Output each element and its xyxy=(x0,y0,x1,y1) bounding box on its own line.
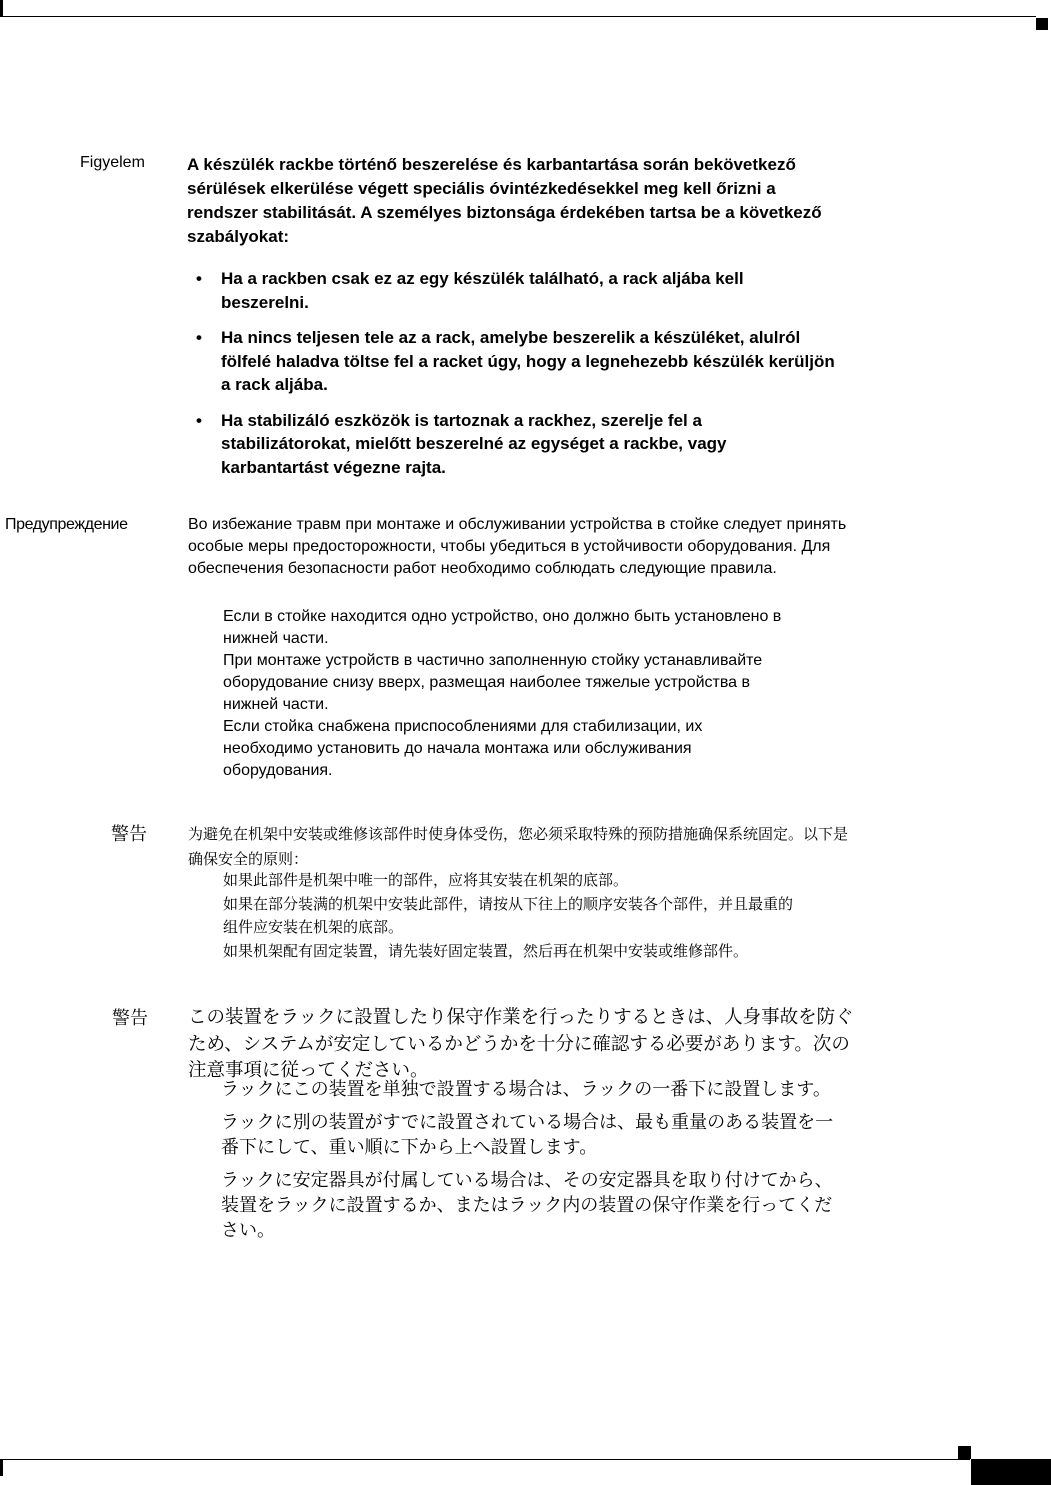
list-item: ラックに別の装置がすでに設置されている場合は、最も重量のある装置を一番下にして、重い順に下から上へ設置します。 xyxy=(221,1112,834,1157)
list-item: Если в стойке находится одно устройство, оно должно быть установлено в нижней части. xyxy=(223,608,782,647)
warning-intro-hungarian: A készülék rackbe történő beszerelése és karbantartása során bekövetkező sérülések elkerülése végett speciális óvintézkedésekkel meg kell őrizni a rendszer stabilitását. A személyes biztonsága érdekében tartsa be a következő szabályokat: xyxy=(187,155,822,246)
list-item: 如果此部件是机架中唯一的部件，应将其安装在机架的底部。 xyxy=(223,872,629,889)
list-item: При монтаже устройств в частично заполненную стойку устанавливайте оборудование снизу вверх, размещая наиболее тяжелые устройства в нижней части. xyxy=(223,652,763,713)
list-item: 如果机架配有固定装置，请先装好固定装置，然后再在机架中安装或维修部件。 xyxy=(223,942,749,960)
warning-list-chinese xyxy=(223,869,803,963)
warning-label-russian: Предупреждение xyxy=(5,516,128,533)
list-item xyxy=(196,326,836,397)
warning-list-hungarian xyxy=(196,267,836,491)
list-item: ラックに安定器具が付属している場合は、その安定器具を取り付けてから、装置をラックに設置するか、またはラック内の装置の保守作業を行ってください。 xyxy=(221,1170,833,1240)
warning-list-japanese xyxy=(221,1077,836,1251)
warning-intro-russian: Во избежание травм при монтаже и обслуживании устройства в стойке следует принять особые меры предосторожности, чтобы убедиться в устойчивости оборудования. Для обеспечения безопасности работ необходимо соблюдать следующие правила. xyxy=(188,516,847,577)
list-item: ラックにこの装置を単独で設置する場合は、ラックの一番下に設置します。 xyxy=(221,1079,831,1099)
bullet-icon: • xyxy=(196,269,202,288)
warning-intro-chinese: 为避免在机架中安装或维修该部件时使身体受伤，您必须采取特殊的预防措施确保系统固定。以下是确保安全的原则： xyxy=(188,826,849,868)
warning-intro-japanese: この装置をラックに設置したり保守作業を行ったりするときは、人身事故を防ぐため、システムが安定しているかどうかを十分に確認する必要があります。次の注意事項に従ってください。 xyxy=(188,1006,854,1080)
list-item-text: Ha nincs teljesen tele az a rack, amelybe beszerelik a készüléket, alulról fölfelé haladva töltse fel a racket úgy, hogy a legnehezebb készülék kerüljön a rack aljába. xyxy=(221,328,835,394)
list-item: Если стойка снабжена приспособлениями для стабилизации, их необходимо установить до начала монтажа или обслуживания оборудования. xyxy=(223,718,703,779)
list-item: 如果在部分装满的机架中安装此部件，请按从下往上的顺序安装各个部件，并且最重的组件应安装在机架的底部。 xyxy=(223,895,794,936)
header-rule xyxy=(2,16,1036,17)
list-item-text: Ha stabilizáló eszközök is tartoznak a rackhez, szerelje fel a stabilizátorokat, mielőtt beszerelné az egységet a rackbe, vagy karbantartást végezne rajta. xyxy=(221,410,727,477)
footer-rule xyxy=(2,1459,970,1460)
page-number-block xyxy=(971,1459,1051,1485)
list-item xyxy=(196,409,836,480)
warning-list-russian xyxy=(223,606,783,782)
bottom-left-rule-tick xyxy=(0,1459,3,1476)
footer-corner-mark xyxy=(958,1446,971,1459)
list-item xyxy=(196,267,836,314)
warning-label-japanese: 警告 xyxy=(112,1008,148,1028)
warning-label-hungarian: Figyelem xyxy=(80,154,145,171)
bullet-icon: • xyxy=(196,410,202,430)
list-item-text: Ha a rackben csak ez az egy készülék található, a rack aljába kell beszerelni. xyxy=(221,269,744,312)
warning-label-chinese: 警告 xyxy=(111,824,147,844)
bullet-icon: • xyxy=(196,328,202,347)
top-left-rule-tick xyxy=(0,0,3,17)
header-corner-mark xyxy=(1036,18,1048,30)
